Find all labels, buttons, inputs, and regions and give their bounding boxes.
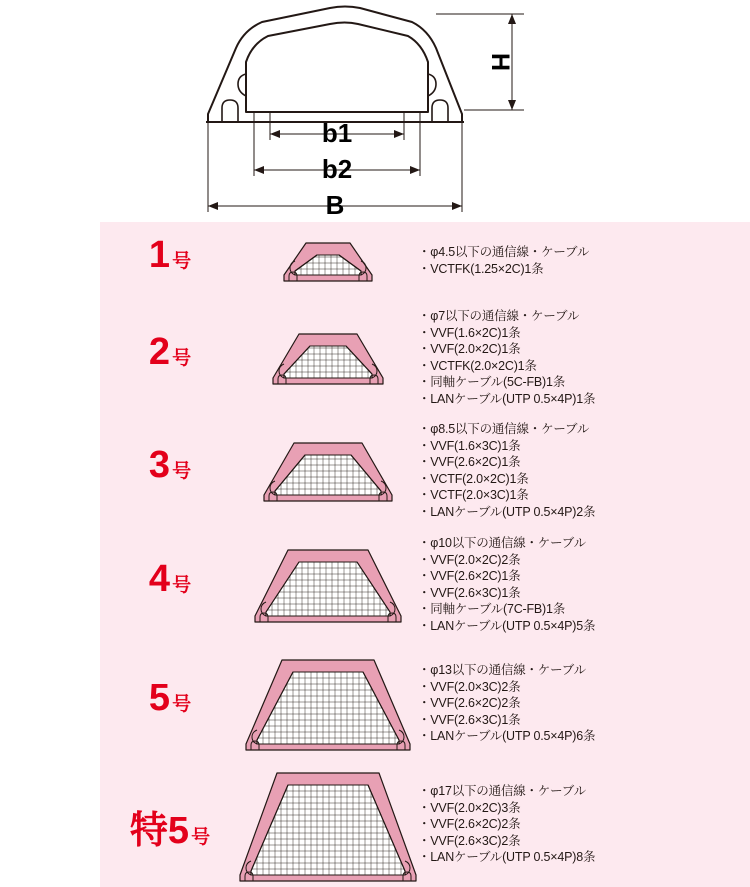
row-size-suffix: 号 xyxy=(191,826,211,848)
b1-arrow-right xyxy=(394,130,404,138)
cross-section-shape xyxy=(256,435,400,505)
spec-line: ・VCTF(2.0×3C)1条 xyxy=(418,488,529,502)
row-size-label xyxy=(100,558,240,601)
table-row xyxy=(100,524,750,644)
cross-section-shape xyxy=(276,235,380,285)
spec-line: ・φ13以下の通信線・ケーブル xyxy=(418,663,586,677)
spec-line: ・LANケーブル(UTP 0.5×4P)1条 xyxy=(418,391,596,406)
table-row xyxy=(100,644,750,762)
row-spec-list xyxy=(418,535,744,634)
row-spec-list xyxy=(418,244,744,277)
row-size-number: 3 xyxy=(148,444,171,486)
cross-section-shape xyxy=(232,765,424,885)
spec-line: ・VVF(2.6×3C)1条 xyxy=(418,712,521,727)
spec-line: ・VVF(2.6×3C)2条 xyxy=(418,833,521,848)
spec-line: ・VVF(2.0×2C)3条 xyxy=(418,800,521,815)
table-row xyxy=(100,762,750,887)
b2-label: b2 xyxy=(321,154,353,184)
b-label: B xyxy=(325,190,345,220)
row-size-number: 2 xyxy=(148,331,171,373)
row-size-label xyxy=(100,799,240,854)
row-cross-section xyxy=(240,222,415,298)
h-label: H xyxy=(486,52,514,72)
spec-line: ・VVF(1.6×3C)1条 xyxy=(418,438,521,453)
b1-label: b1 xyxy=(321,118,353,148)
table-row xyxy=(100,416,750,524)
spec-line: ・VVF(2.6×2C)1条 xyxy=(418,569,521,583)
spec-line: ・VVF(2.0×2C)2条 xyxy=(418,552,521,567)
spec-line: ・VCTFK(1.25×2C)1条 xyxy=(418,261,544,276)
spec-line: ・LANケーブル(UTP 0.5×4P)5条 xyxy=(418,618,596,633)
row-size-suffix: 号 xyxy=(172,461,192,482)
spec-line: ・VCTFK(2.0×2C)1条 xyxy=(418,358,537,373)
spec-line: ・VVF(1.6×2C)1条 xyxy=(418,325,521,340)
spec-line: ・LANケーブル(UTP 0.5×4P)6条 xyxy=(418,729,596,743)
row-spec-list xyxy=(418,662,744,745)
row-spec-list xyxy=(418,421,744,520)
row-size-number: 特5 xyxy=(129,809,190,852)
h-arrow-top xyxy=(508,14,516,24)
row-size-label xyxy=(100,444,240,487)
row-cross-section xyxy=(240,644,415,762)
row-spec-list xyxy=(418,308,744,407)
spec-line: ・VVF(2.0×2C)1条 xyxy=(418,342,521,356)
b-arrow-right xyxy=(452,202,462,210)
row-size-label xyxy=(100,234,240,277)
b-arrow-left xyxy=(208,202,218,210)
spec-line: ・VVF(2.0×3C)2条 xyxy=(418,679,521,694)
row-size-number: 5 xyxy=(148,677,171,719)
spec-line: ・φ4.5以下の通信線・ケーブル xyxy=(418,245,590,259)
spec-line: ・LANケーブル(UTP 0.5×4P)2条 xyxy=(418,504,596,519)
row-size-number: 4 xyxy=(148,558,171,600)
row-spec-list xyxy=(418,783,744,866)
row-size-number: 1 xyxy=(148,234,171,276)
spec-line: ・同軸ケーブル(5C-FB)1条 xyxy=(418,375,566,389)
size-spec-table xyxy=(100,222,750,887)
b1-arrow-left xyxy=(270,130,280,138)
row-size-suffix: 号 xyxy=(172,575,192,596)
row-cross-section xyxy=(240,762,415,887)
b2-arrow-right xyxy=(410,166,420,174)
duct-inner-cavity xyxy=(246,23,428,113)
cross-section-shape xyxy=(238,652,418,754)
spec-line: ・VVF(2.6×2C)1条 xyxy=(418,455,521,469)
row-size-label xyxy=(100,677,240,720)
row-size-label xyxy=(100,331,240,374)
table-row xyxy=(100,298,750,416)
row-size-suffix: 号 xyxy=(172,694,192,715)
spec-line: ・φ8.5以下の通信線・ケーブル xyxy=(418,422,590,436)
row-cross-section xyxy=(240,298,415,416)
spec-line: ・LANケーブル(UTP 0.5×4P)8条 xyxy=(418,850,596,864)
spec-line: ・VVF(2.6×2C)2条 xyxy=(418,696,521,710)
spec-line: ・φ7以下の通信線・ケーブル xyxy=(418,309,580,323)
row-cross-section xyxy=(240,524,415,644)
cross-section-shape xyxy=(265,326,391,388)
spec-line: ・φ10以下の通信線・ケーブル xyxy=(418,536,586,550)
spec-line: ・VVF(2.6×3C)1条 xyxy=(418,585,521,600)
spec-line: ・φ17以下の通信線・ケーブル xyxy=(418,784,586,798)
duct-cross-section-drawing xyxy=(0,0,750,222)
b2-arrow-left xyxy=(254,166,264,174)
h-arrow-bottom xyxy=(508,100,516,110)
row-cross-section xyxy=(240,416,415,524)
row-size-suffix: 号 xyxy=(172,348,192,369)
table-row xyxy=(100,222,750,298)
technical-drawing xyxy=(0,0,750,222)
spec-line: ・VVF(2.6×2C)2条 xyxy=(418,817,521,831)
cross-section-shape xyxy=(247,542,409,626)
spec-line: ・VCTF(2.0×2C)1条 xyxy=(418,471,529,486)
spec-line: ・同軸ケーブル(7C-FB)1条 xyxy=(418,602,566,616)
row-size-suffix: 号 xyxy=(172,251,192,272)
